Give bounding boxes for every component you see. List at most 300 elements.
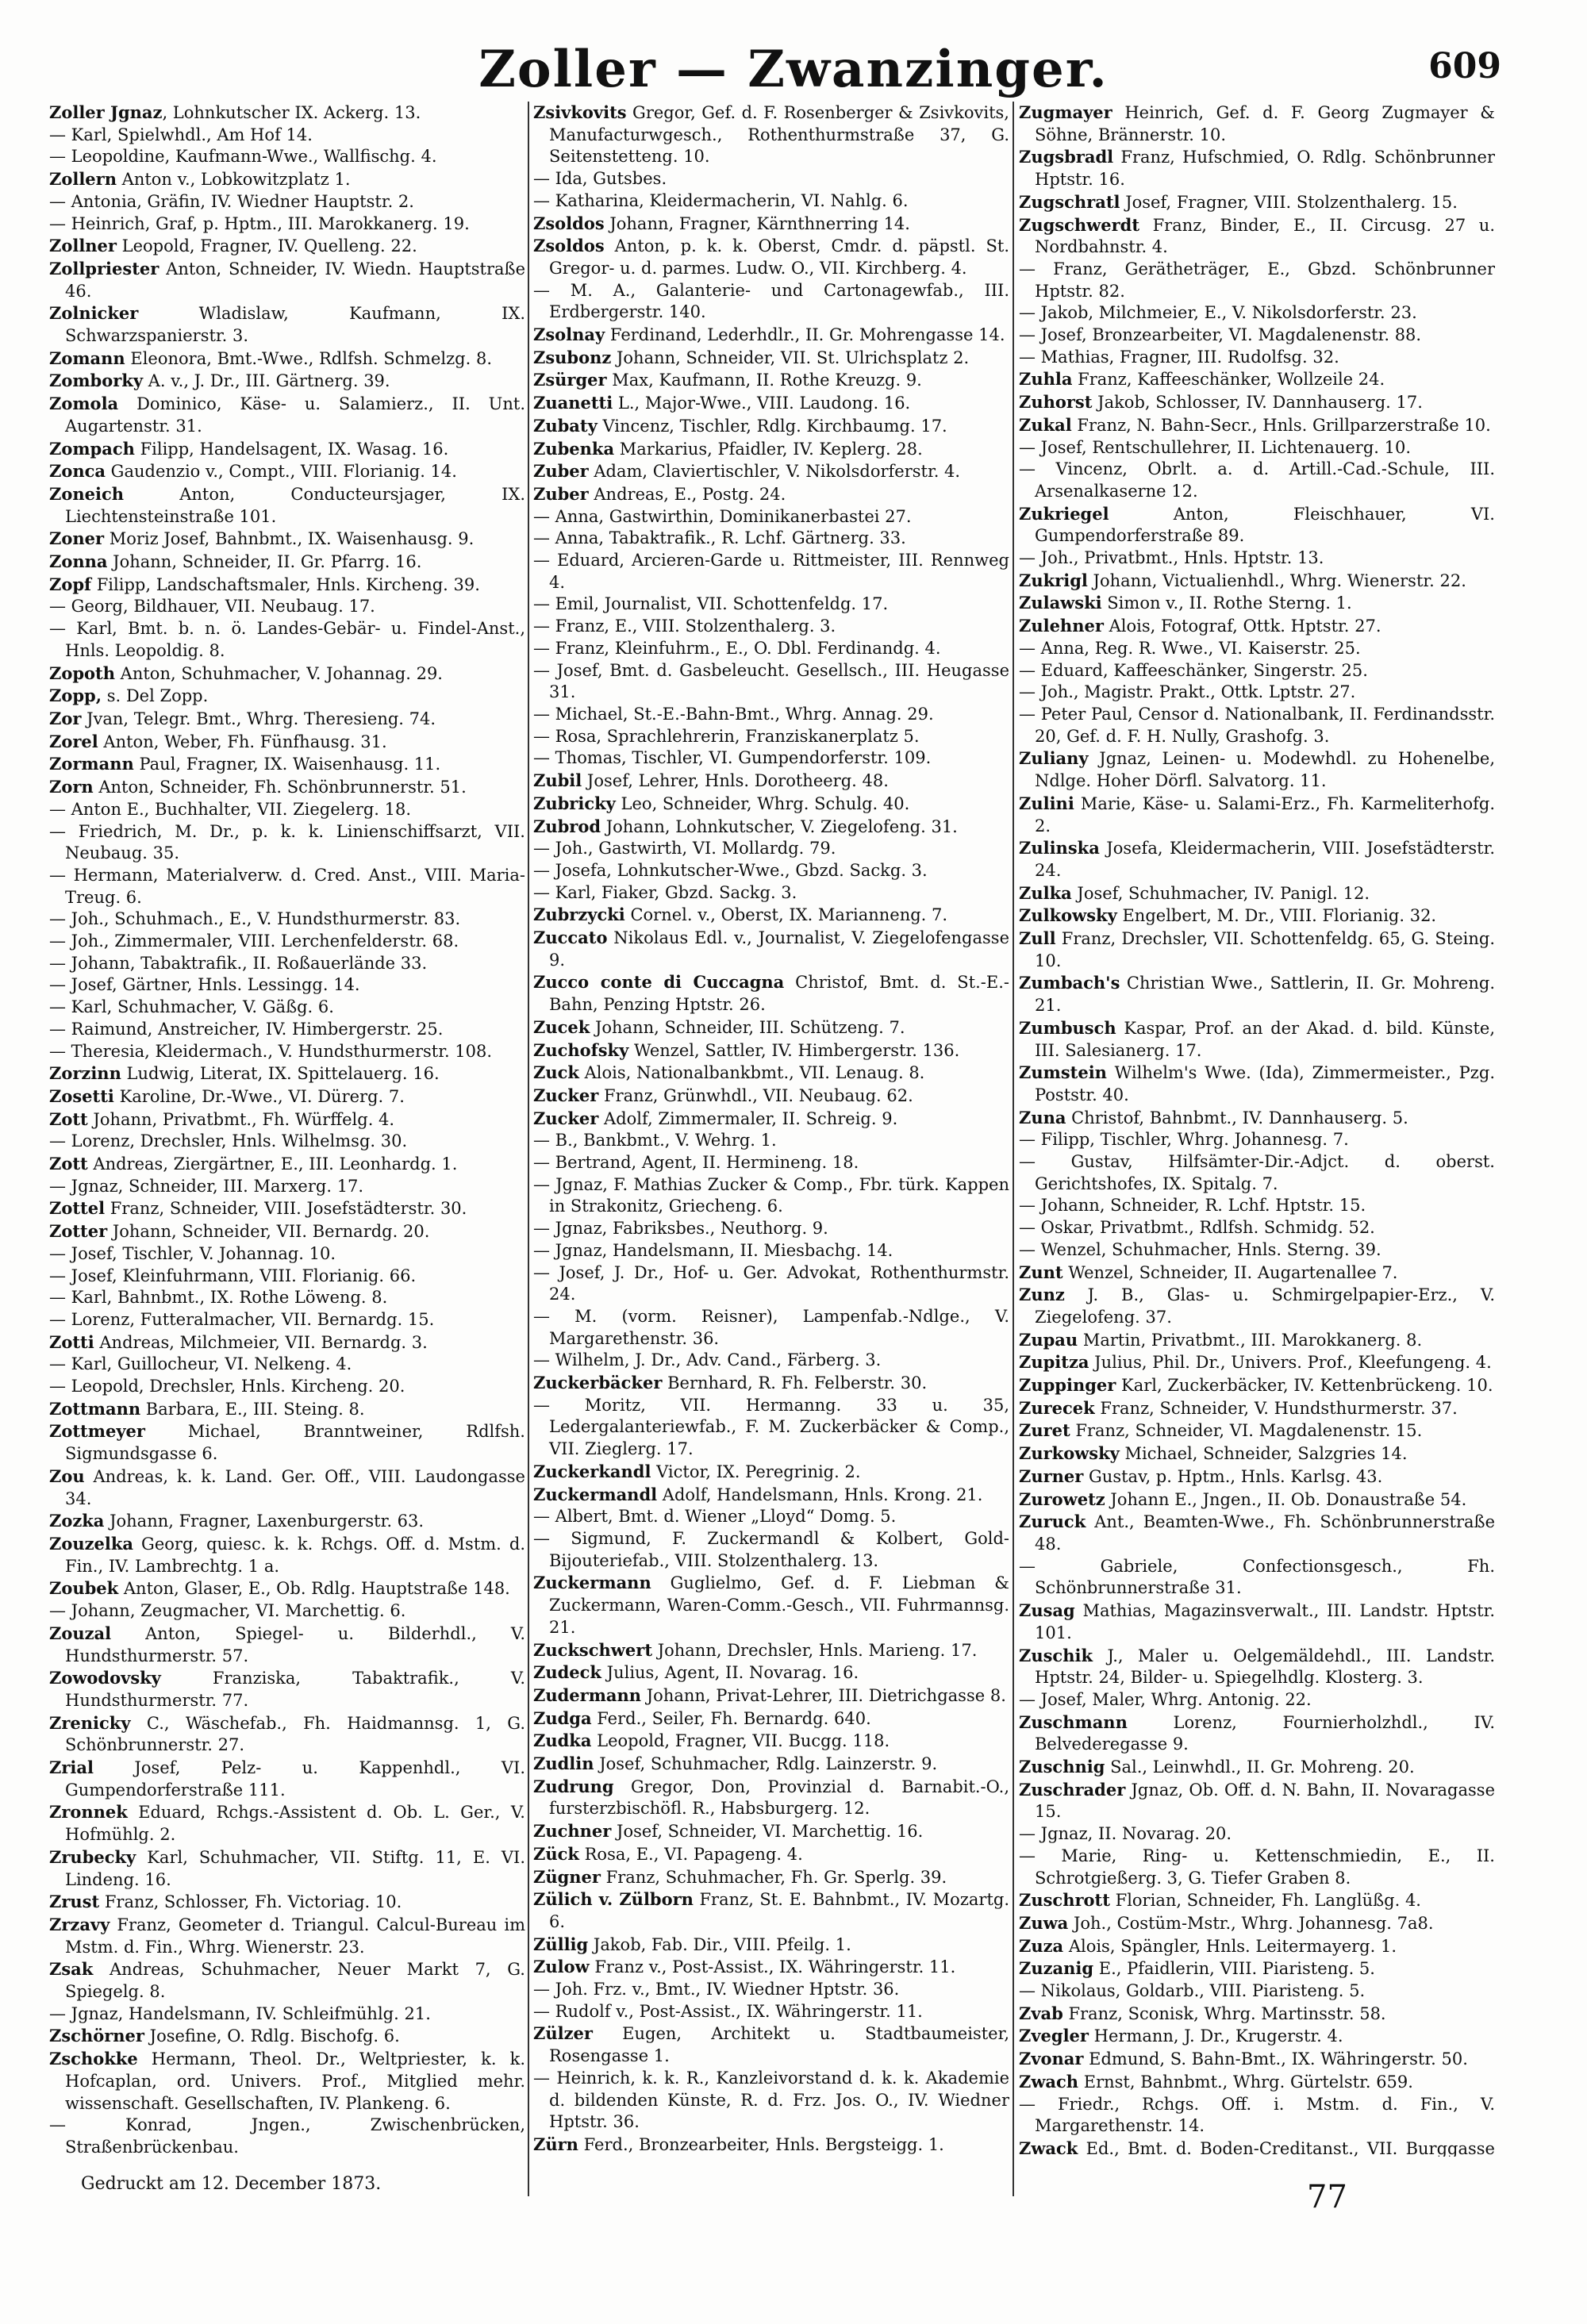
directory-entry	[49, 1019, 525, 1041]
directory-entry	[49, 821, 525, 865]
directory-entry	[1019, 1645, 1495, 1689]
directory-entry	[533, 235, 1009, 279]
directory-entry	[1019, 1465, 1495, 1489]
entry-details: — Joh., Schuhmach., E., V. Hundsthurmerstr. 83.	[49, 909, 461, 929]
entry-details: Andreas, Ziergärtner, E., III. Leonhardg. 1.	[87, 1154, 458, 1174]
entry-surname: Zosetti	[49, 1085, 114, 1106]
entry-details: — Georg, Bildhauer, VII. Neubaug. 17.	[49, 597, 375, 617]
directory-entry	[533, 168, 1009, 190]
entry-surname: Zou	[49, 1465, 85, 1486]
entry-details: — Rosa, Sprachlehrerin, Franziskanerplatz 5.	[533, 726, 920, 746]
entry-surname: Zoubek	[49, 1578, 119, 1599]
entry-surname: Zschörner	[49, 2026, 144, 2046]
page-header	[0, 33, 1587, 105]
entry-surname: Zudeck	[533, 1662, 601, 1683]
entry-surname: Zuret	[1019, 1420, 1070, 1441]
entry-details: — Bertrand, Agent, II. Hermineng. 18.	[533, 1153, 859, 1173]
entry-details: — Wilhelm, J. Dr., Adv. Cand., Färberg. 3.	[533, 1350, 882, 1370]
entry-surname: Zubricky	[533, 793, 616, 813]
entry-details: — Lorenz, Drechsler, Hnls. Wilhelmsg. 30.	[49, 1131, 408, 1151]
entry-details: Eugen, Architekt u. Stadtbaumeister, Rosengasse 1.	[549, 2024, 1009, 2066]
directory-entry	[533, 1240, 1009, 1262]
directory-entry	[49, 799, 525, 821]
entry-details: Ernst, Bahnbmt., Whrg. Gürtelstr. 659.	[1078, 2072, 1413, 2092]
directory-entry	[1019, 391, 1495, 414]
directory-entry	[533, 1730, 1009, 1753]
entry-details: — Jgnaz, F. Mathias Zucker & Comp., Fbr. türk. Kappen in Strakonitz, Griecheng. 6.	[533, 1174, 1009, 1216]
entry-surname: Zouzal	[49, 1623, 112, 1643]
entry-surname: Zubenka	[533, 438, 615, 459]
entry-surname: Zvonar	[1019, 2049, 1084, 2069]
entry-details: — Jgnaz, Handelsmann, II. Miesbachg. 14.	[533, 1240, 893, 1260]
entry-details: Anton, Spiegel- u. Bilderhdl., V. Hundsthurmerstr. 57.	[65, 1623, 525, 1665]
entry-details: Franz, Binder, E., II. Circusg. 27 u. Nordbahnstr. 4.	[1035, 215, 1495, 257]
entry-surname: Zopf	[49, 574, 92, 594]
entry-details: Josefa, Kleidermacherin, VIII. Josefstädterstr. 24.	[1035, 839, 1495, 880]
entry-details: Max, Kaufmann, II. Rothe Kreuzg. 9.	[606, 371, 922, 390]
entry-details: L., Major-Wwe., VIII. Laudong. 16.	[613, 394, 911, 413]
entry-details: — Jgnaz, II. Novarag. 20.	[1019, 1824, 1232, 1844]
directory-entry	[1019, 1374, 1495, 1397]
entry-details: Nikolaus Edl. v., Journalist, V. Ziegelofengasse 9.	[549, 928, 1009, 970]
directory-entry	[49, 1266, 525, 1288]
entry-surname: Züllig	[533, 1934, 589, 1954]
directory-entry	[49, 1958, 525, 2003]
directory-entry	[49, 1757, 525, 1801]
entry-surname: Zschokke	[49, 2049, 138, 2069]
running-title: Zoller — Zwanzinger.	[478, 40, 1109, 99]
directory-entry	[533, 1866, 1009, 1889]
entry-details: Moriz Josef, Bahnbmt., IX. Waisenhausg. 9.	[104, 529, 475, 549]
entry-details: Josef, Schuhmacher, Rdlg. Lainzerstr. 9.	[594, 1754, 938, 1774]
entry-surname: Zottel	[49, 1198, 106, 1219]
column-rule-2	[1013, 102, 1014, 2196]
entry-details: Anton, Conducteursjager, IX. Liechtensteinstraße 101.	[65, 484, 525, 526]
column-3	[1019, 102, 1495, 2157]
entry-surname: Zuckschwert	[533, 1639, 653, 1660]
entry-details: — Jgnaz, Schneider, III. Marxerg. 17.	[49, 1176, 364, 1196]
entry-details: — Heinrich, Graf, p. Hptm., III. Marokkanerg. 19.	[49, 213, 470, 233]
directory-entry	[533, 347, 1009, 370]
entry-details: Andreas, Milchmeier, VII. Bernardg. 3.	[94, 1332, 428, 1352]
entry-details: Filipp, Landschaftsmaler, Hnls. Kircheng. 39.	[91, 574, 480, 594]
entry-details: — Hermann, Materialverw. d. Cred. Anst., VIII. Maria-Treug. 6.	[49, 865, 525, 907]
entry-surname: Zuhla	[1019, 369, 1073, 390]
entry-details: Ant., Beamten-Wwe., Fh. Schönbrunnerstraße 48.	[1035, 1512, 1495, 1554]
entry-details: — Michael, St.-E.-Bahn-Bmt., Whrg. Annag. 29.	[533, 704, 934, 724]
entry-surname: Zukrigl	[1019, 570, 1088, 590]
entry-details: Kaspar, Prof. an der Akad. d. bild. Künste, III. Salesianerg. 17.	[1035, 1018, 1495, 1060]
entry-surname: Zorel	[49, 731, 98, 751]
entry-surname: Zrust	[49, 1892, 100, 1912]
directory-entry	[1019, 302, 1495, 325]
page-footer	[49, 2169, 1525, 2233]
directory-entry	[1019, 414, 1495, 437]
entry-surname: Zoneich	[49, 483, 124, 504]
entry-details: Anton, p. k. k. Oberst, Cmdr. d. päpstl. St. Gregor- u. d. parmes. Ludw. O., VII. Kirchberg. 4.	[549, 236, 1009, 278]
directory-entry	[49, 191, 525, 213]
entry-details: — Franz, Gerätheträger, E., Gbzd. Schönbrunner Hptstr. 82.	[1019, 259, 1495, 301]
directory-entry	[49, 1108, 525, 1131]
entry-surname: Zubaty	[533, 415, 598, 436]
entry-surname: Zorn	[49, 777, 94, 797]
entry-surname: Zsolnay	[533, 325, 605, 345]
directory-entry	[1019, 1017, 1495, 1062]
directory-entry	[1019, 2048, 1495, 2071]
entry-details: Franz, Drechsler, VII. Schottenfeldg. 65, G. Steing. 10.	[1035, 929, 1495, 970]
entry-surname: Zwach	[1019, 2071, 1079, 2092]
entry-surname: Zrial	[49, 1757, 94, 1778]
entry-details: — Anton E., Buchhalter, VII. Ziegelerg. 18.	[49, 799, 412, 819]
entry-details: — Josef, Kleinfuhrmann, VIII. Florianig. 66.	[49, 1266, 417, 1285]
directory-entry	[49, 528, 525, 551]
entry-details: Alois, Nationalbankbmt., VII. Lenaug. 8.	[578, 1063, 925, 1083]
directory-entry	[1019, 972, 1495, 1016]
directory-entry	[533, 1484, 1009, 1507]
directory-entry	[1019, 1239, 1495, 1262]
entry-details: — Thomas, Tischler, VI. Gumpendorferstr. 109.	[533, 748, 932, 768]
directory-entry	[1019, 1329, 1495, 1352]
directory-entry	[533, 2134, 1009, 2157]
entry-surname: Zuschnig	[1019, 1757, 1105, 1777]
entry-surname: Zozka	[49, 1511, 105, 1531]
directory-entry	[533, 1108, 1009, 1131]
directory-entry	[533, 369, 1009, 392]
directory-entry	[49, 708, 525, 731]
entry-details: Leopold, Fragner, VII. Bucgg. 118.	[591, 1731, 890, 1751]
entry-details: Vincenz, Tischler, Rdlg. Kirchbaumg. 17.	[597, 416, 947, 436]
entry-details: Johann, Fragner, Kärnthnerring 14.	[604, 213, 910, 233]
entry-details: Martin, Privatbmt., III. Marokkanerg. 8.	[1078, 1330, 1423, 1350]
entry-details: Johann, Lohnkutscher, V. Ziegelofeng. 31.	[601, 816, 958, 836]
entry-surname: Zucek	[533, 1016, 590, 1037]
directory-entry	[49, 1041, 525, 1063]
entry-surname: Zollern	[49, 169, 117, 190]
entry-details: Ludwig, Literat, IX. Spittelauerg. 16.	[121, 1064, 440, 1084]
entry-details: — Karl, Spielwhdl., Am Hof 14.	[49, 125, 313, 144]
entry-details: Wilhelm's Wwe. (Ida), Zimmermeister., Pzg. Poststr. 40.	[1035, 1063, 1495, 1104]
entry-details: Ferd., Bronzearbeiter, Hnls. Bergsteigg. 1.	[578, 2134, 944, 2154]
directory-entry	[1019, 570, 1495, 593]
entry-details: Adam, Claviertischler, V. Nikolsdorferstr. 4.	[588, 462, 961, 482]
entry-surname: Zumbusch	[1019, 1017, 1116, 1038]
directory-entry	[533, 1016, 1009, 1039]
directory-entry	[533, 438, 1009, 461]
entry-details: — Jgnaz, Handelsmann, IV. Schleifmühlg. 21.	[49, 2003, 431, 2023]
entry-details: C., Wäschefab., Fh. Haidmannsg. 1, G. Schönbrunnerstr. 27.	[65, 1713, 525, 1755]
directory-entry	[1019, 1980, 1495, 2003]
entry-details: — M. A., Galanterie- und Cartonagewfab., III. Erdbergerstr. 140.	[533, 280, 1009, 322]
directory-entry	[1019, 638, 1495, 660]
entry-surname: Zonna	[49, 551, 108, 572]
directory-entry	[533, 838, 1009, 860]
entry-surname: Zor	[49, 708, 82, 728]
entry-surname: Zulka	[1019, 882, 1072, 903]
entry-details: Franz v., Post-Assist., IX. Währingerstr. 11.	[589, 1957, 956, 1977]
entry-details: Alois, Fotograf, Ottk. Hptstr. 27.	[1103, 617, 1381, 636]
entry-surname: Zrzavy	[49, 1914, 110, 1934]
entry-surname: Zuza	[1019, 1935, 1064, 1956]
directory-entry	[49, 1197, 525, 1220]
entry-details: — Karl, Bmt. b. n. ö. Landes-Gebär- u. Findel-Anst., Hnls. Leopoldig. 8.	[49, 619, 525, 660]
entry-surname: Zwack	[1019, 2138, 1078, 2157]
directory-entry	[533, 550, 1009, 593]
entry-surname: Zopp,	[49, 686, 102, 706]
entry-details: Johann, Fragner, Laxenburgerstr. 63.	[104, 1512, 425, 1531]
directory-entry	[1019, 1823, 1495, 1846]
entry-details: — Josef, Bmt. d. Gasbeleucht. Gesellsch., III. Heugasse 31.	[533, 660, 1009, 702]
directory-entry	[1019, 2025, 1495, 2048]
directory-entry	[1019, 1442, 1495, 1465]
directory-entry	[1019, 1419, 1495, 1442]
entry-details: — Josef, Tischler, V. Johannag. 10.	[49, 1243, 336, 1263]
entry-surname: Zukal	[1019, 414, 1072, 435]
directory-entry	[533, 1934, 1009, 1957]
entry-details: — Franz, Kleinfuhrm., E., O. Dbl. Ferdinandg. 4.	[533, 638, 941, 658]
entry-surname: Zoner	[49, 528, 105, 549]
directory-entry	[533, 747, 1009, 770]
directory-entry	[49, 1062, 525, 1085]
entry-details: Wladislaw, Kaufmann, IX. Schwarzspanierstr. 3.	[65, 304, 525, 346]
entry-details: Michael, Schneider, Salzgries 14.	[1119, 1444, 1408, 1464]
entry-surname: Zronnek	[49, 1802, 128, 1823]
entry-details: Dominico, Käse- u. Salamierz., II. Unt. Augartenstr. 31.	[65, 394, 525, 436]
entry-details: Leopold, Fragner, IV. Quelleng. 22.	[116, 236, 417, 256]
entry-surname: Zudermann	[533, 1684, 642, 1705]
entry-details: — Filipp, Tischler, Whrg. Johannesg. 7.	[1019, 1130, 1349, 1150]
entry-details: Adolf, Zimmermaler, II. Schreig. 9.	[598, 1108, 898, 1128]
entry-surname: Zollpriester	[49, 258, 159, 278]
entry-details: Lorenz, Fournierholzhdl., IV. Belvederegasse 9.	[1035, 1712, 1495, 1754]
directory-entry	[533, 1572, 1009, 1638]
entry-surname: Zompach	[49, 438, 135, 459]
entry-details: Barbara, E., III. Steing. 8.	[140, 1399, 365, 1419]
directory-entry	[533, 1661, 1009, 1684]
entry-details: Anton, Schneider, Fh. Schönbrunnerstr. 51.	[93, 778, 467, 797]
entry-surname: Zuschrader	[1019, 1779, 1126, 1800]
directory-entry	[533, 506, 1009, 528]
entry-details: — Jgnaz, Fabriksbes., Neuthorg. 9.	[533, 1219, 828, 1239]
entry-details: — Josef, Bronzearbeiter, VI. Magdalenenstr. 88.	[1019, 325, 1422, 345]
entry-details: Wenzel, Schneider, II. Augartenallee 7.	[1062, 1262, 1398, 1282]
entry-surname: Zouzelka	[49, 1534, 134, 1554]
directory-entry	[49, 1623, 525, 1667]
entry-surname: Zuber	[533, 483, 589, 504]
directory-entry	[1019, 928, 1495, 972]
entry-details: — Theresia, Kleidermach., V. Hundsthurmerstr. 108.	[49, 1041, 493, 1061]
entry-details: Jakob, Schlosser, IV. Dannhauserg. 17.	[1092, 393, 1423, 413]
entry-surname: Zügner	[533, 1866, 601, 1887]
directory-entry	[49, 460, 525, 483]
entry-details: — Rudolf v., Post-Assist., IX. Währingerstr. 11.	[533, 2001, 923, 2021]
directory-entry	[49, 551, 525, 574]
directory-entry	[49, 974, 525, 997]
directory-entry	[533, 1639, 1009, 1662]
directory-entry	[533, 1506, 1009, 1528]
entry-surname: Zottmeyer	[49, 1421, 145, 1442]
directory-entry	[1019, 1351, 1495, 1374]
directory-entry	[1019, 2071, 1495, 2094]
entry-details: Julius, Phil. Dr., Univers. Prof., Kleefungeng. 4.	[1089, 1353, 1492, 1373]
entry-details: — Peter Paul, Censor d. Nationalbank, II. Ferdinandsstr. 20, Gef. d. F. H. Nully, Grashofg. 3.	[1019, 704, 1495, 746]
entry-details: — Marie, Ring- u. Kettenschmiedin, E., II. Schrotgießerg. 3, G. Tiefer Graben 8.	[1019, 1846, 1495, 1888]
column-2	[533, 102, 1009, 2157]
entry-details: Filipp, Handelsagent, IX. Wasag. 16.	[134, 439, 449, 459]
entry-surname: Zotti	[49, 1331, 94, 1352]
directory-entry	[1019, 2138, 1495, 2157]
directory-entry	[49, 1600, 525, 1623]
directory-entry	[1019, 503, 1495, 547]
entry-surname: Zollner	[49, 236, 117, 256]
entry-details: — B., Bankbmt., V. Wehrg. 1.	[533, 1131, 777, 1150]
entry-details: — Friedr., Rchgs. Off. i. Mstm. d. Fin., V. Margarethenstr. 14.	[1019, 2094, 1495, 2136]
entry-surname: Zubrzycki	[533, 905, 625, 925]
entry-surname: Zudrung	[533, 1776, 614, 1796]
page-number: 609	[1428, 46, 1501, 86]
entry-surname: Zudlin	[533, 1754, 594, 1774]
entry-surname: Zott	[49, 1154, 88, 1174]
entry-details: — Johann, Zeugmacher, VI. Marchettig. 6.	[49, 1601, 406, 1621]
directory-entry	[533, 704, 1009, 726]
directory-entry	[533, 1085, 1009, 1108]
entry-details: Christof, Bmt. d. St.-E.-Bahn, Penzing Hptstr. 26.	[549, 973, 1009, 1015]
entry-surname: Zucker	[533, 1085, 599, 1105]
entry-details: — Moritz, VII. Hermanng. 33 u. 35, Ledergalanteriewfab., F. M. Zuckerbäcker & Comp., VII. Zieglerg. 17.	[533, 1395, 1009, 1459]
entry-details: Hermann, J. Dr., Krugerstr. 4.	[1088, 2026, 1343, 2046]
directory-entry	[1019, 102, 1495, 146]
entry-details: Josefine, O. Rdlg. Bischofg. 6.	[144, 2026, 400, 2046]
directory-entry	[49, 302, 525, 347]
entry-surname: Zrubecky	[49, 1846, 136, 1867]
entry-details: — Anna, Reg. R. Wwe., VI. Kaiserstr. 25.	[1019, 638, 1361, 658]
directory-entry	[49, 1801, 525, 1846]
directory-entry	[533, 1395, 1009, 1461]
entry-details: Jvan, Telegr. Bmt., Whrg. Theresieng. 74.	[81, 709, 436, 728]
entry-surname: Zuckerkandl	[533, 1461, 651, 1481]
directory-entry	[49, 997, 525, 1019]
entry-details: Andreas, k. k. Land. Ger. Off., VIII. Laudongasse 34.	[65, 1466, 525, 1508]
directory-entry	[1019, 1129, 1495, 1151]
entry-details: — Josef, J. Dr., Hof- u. Ger. Advokat, Rothenthurmstr. 24.	[533, 1262, 1009, 1304]
entry-surname: Zupau	[1019, 1329, 1078, 1350]
entry-surname: Zubil	[533, 770, 582, 791]
entry-details: Franziska, Tabaktrafik., V. Hundsthurmerstr. 77.	[65, 1669, 525, 1710]
directory-entry	[49, 1914, 525, 1958]
directory-entry	[1019, 1957, 1495, 1980]
directory-entry	[1019, 1195, 1495, 1217]
entry-details: Alois, Spängler, Hnls. Leitermayerg. 1.	[1063, 1936, 1397, 1956]
entry-details: — Leopold, Drechsler, Hnls. Kircheng. 20.	[49, 1377, 405, 1396]
entry-surname: Zurowetz	[1019, 1489, 1105, 1509]
directory-entry	[1019, 592, 1495, 615]
entry-details: Florian, Schneider, Fh. Langlüßg. 4.	[1109, 1891, 1421, 1911]
directory-entry	[533, 1372, 1009, 1395]
entry-details: Guglielmo, Gef. d. F. Liebman & Zuckermann, Waren-Comm.-Gesch., VII. Fuhrmannsg. 21.	[549, 1573, 1009, 1637]
entry-surname: Zsivkovits	[533, 102, 627, 122]
entry-details: Franz, Kaffeeschänker, Wollzeile 24.	[1072, 370, 1385, 390]
entry-details: Franz, Grünwhdl., VII. Neubaug. 62.	[598, 1085, 913, 1105]
entry-details: Gaudenzio v., Compt., VIII. Florianig. 14.	[106, 462, 457, 482]
directory-entry	[49, 574, 525, 597]
entry-details: Johann, Privat-Lehrer, III. Dietrichgasse 8.	[641, 1685, 1006, 1705]
entry-details: Leo, Schneider, Whrg. Schulg. 40.	[615, 793, 910, 813]
entry-details: — Wenzel, Schuhmacher, Hnls. Sterng. 39.	[1019, 1239, 1381, 1259]
entry-details: — Josef, Gärtner, Hnls. Lessingg. 14.	[49, 975, 360, 995]
entry-surname: Zurner	[1019, 1465, 1084, 1486]
entry-details: Karoline, Dr.-Wwe., VI. Dürerg. 7.	[113, 1086, 405, 1106]
directory-entry	[49, 685, 525, 708]
entry-details: Franz, N. Bahn-Secr., Hnls. Grillparzerstraße 10.	[1071, 415, 1491, 435]
directory-entry	[49, 1577, 525, 1600]
entry-details: Gregor, Don, Provinzial d. Barnabit.-O., fursterzbischöfl. R., Habsburgerg. 12.	[549, 1777, 1009, 1819]
entry-details: — Karl, Guillocheur, VI. Nelkeng. 4.	[49, 1354, 352, 1374]
directory-entry	[49, 953, 525, 975]
directory-entry	[49, 1376, 525, 1398]
entry-surname: Zomborky	[49, 371, 144, 391]
directory-entry	[49, 1667, 525, 1711]
entry-details: Jgnaz, Leinen- u. Modewhdl. zu Hohenelbe, Ndlge. Hoher Dörfl. Salvatorg. 11.	[1035, 749, 1495, 791]
directory-entry	[533, 1218, 1009, 1240]
directory-entry	[1019, 1511, 1495, 1555]
entry-details: Mathias, Magazinsverwalt., III. Landstr. Hptstr. 101.	[1035, 1601, 1495, 1642]
entry-details: Franz, St. E. Bahnbmt., IV. Mozartg. 6.	[549, 1890, 1009, 1931]
directory-entry	[1019, 1217, 1495, 1239]
entry-surname: Zuhorst	[1019, 392, 1093, 413]
directory-entry	[1019, 459, 1495, 502]
entry-details: — Leopoldine, Kaufmann-Wwe., Wallfischg. 4.	[49, 147, 437, 167]
directory-entry	[533, 726, 1009, 748]
directory-entry	[49, 1420, 525, 1465]
directory-entry	[1019, 2003, 1495, 2026]
entry-details: Karl, Schuhmacher, VII. Stiftg. 11, E. VI. Lindeng. 16.	[65, 1847, 525, 1889]
entry-details: Johann, Drechsler, Hnls. Marieng. 17.	[652, 1640, 978, 1660]
directory-entry	[1019, 1889, 1495, 1912]
entry-surname: Zull	[1019, 928, 1056, 949]
directory-entry	[1019, 1397, 1495, 1420]
entry-surname: Zugschwerdt	[1019, 214, 1140, 235]
entry-surname: Zudka	[533, 1731, 592, 1751]
entry-details: Karl, Zuckerbäcker, IV. Kettenbrückeng. 10.	[1116, 1376, 1493, 1396]
directory-entry	[1019, 214, 1495, 259]
directory-entry	[49, 393, 525, 437]
entry-surname: Zuchner	[533, 1821, 612, 1842]
entry-details: Gregor, Gef. d. F. Rosenberger & Zsivkovits, Manufacturwgesch., Rothenthurmstraße 37, G. Seitenstetteng. 10.	[549, 103, 1009, 167]
entry-details: Johann, Schneider, VII. Bernardg. 20.	[107, 1222, 430, 1242]
directory-entry	[533, 1262, 1009, 1306]
entry-surname: Zsubonz	[533, 347, 612, 367]
entry-surname: Zudga	[533, 1707, 592, 1728]
directory-entry	[533, 927, 1009, 971]
print-date: Gedruckt am 12. December 1873.	[81, 2174, 382, 2194]
directory-entry	[49, 865, 525, 908]
directory-entry	[49, 1331, 525, 1354]
entry-surname: Zuck	[533, 1062, 579, 1083]
entry-details: — Josefa, Lohnkutscher-Wwe., Gbzd. Sackg. 3.	[533, 860, 928, 880]
directory-entry	[533, 1979, 1009, 2001]
directory-entry	[1019, 615, 1495, 638]
column-1	[49, 102, 525, 2157]
entry-surname: Zulawski	[1019, 593, 1102, 613]
entry-surname: Zvab	[1019, 2003, 1063, 2023]
entry-surname: Zunz	[1019, 1285, 1065, 1305]
directory-entry	[533, 392, 1009, 415]
entry-surname: Zuna	[1019, 1107, 1066, 1127]
directory-entry	[533, 2001, 1009, 2023]
directory-entry	[49, 596, 525, 618]
entry-surname: Zottmann	[49, 1398, 141, 1419]
entry-surname: Zugsbradl	[1019, 147, 1114, 167]
entry-surname: Zomann	[49, 348, 125, 368]
